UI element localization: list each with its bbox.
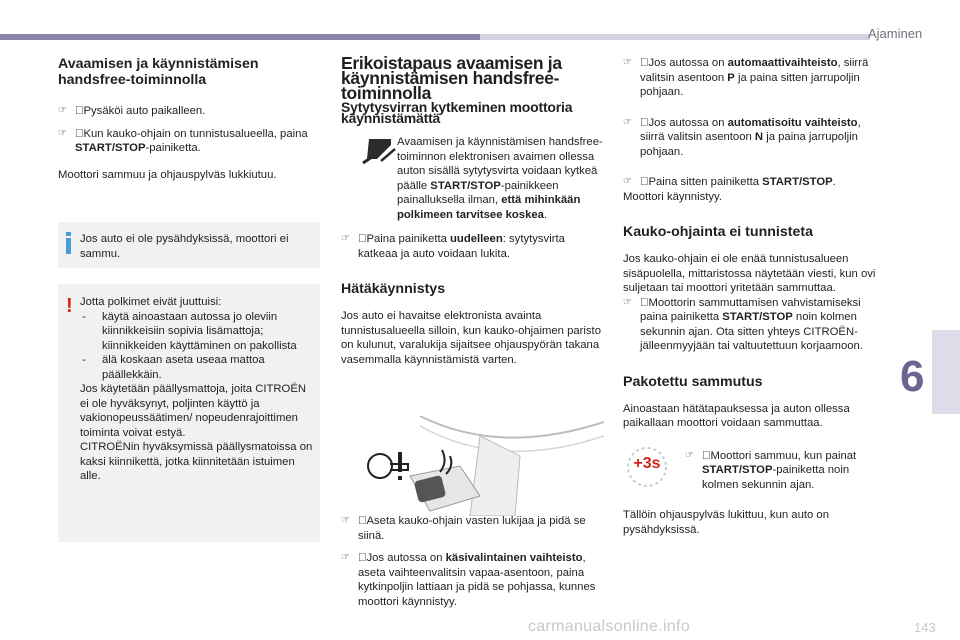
section-heading-emergency: Hätäkäynnistys xyxy=(341,281,446,297)
page-number: 143 xyxy=(914,620,936,635)
bullet-arrow-icon: ☞ xyxy=(685,449,694,461)
bullet-arrow-icon: ☞ xyxy=(623,176,632,187)
chapter-number: 6 xyxy=(900,352,925,401)
bullet-arrow-icon: ☞ xyxy=(58,127,67,139)
bullet-press-start: ☞ Kun kauko-ohjain on tunnistusalueella, paina START/STOP-painiketta. xyxy=(58,127,308,154)
warning-box xyxy=(58,284,320,542)
bullet-automated-gearbox: ☞ Jos autossa on automatisoitu vaihteisto, siirrä valitsin asentoon N ja paina jarrupoljin pohjaan. xyxy=(623,116,861,158)
warning-icon: ! xyxy=(66,295,73,317)
ignition-block: Avaamisen ja käynnistämisen handsfree-toiminnon elektronisen avaimen ollessa auton sisällä sytytysvirta voidaan kytkeä päälle START/STOP-painikkeen painalluksella ilman, että mihinkään polkimeen tarvitsee koskea. xyxy=(341,135,605,222)
paragraph-forced-stop: Ainoastaan hätätapauksessa ja auton ollessa paikallaan moottori voidaan sammuttaa. xyxy=(623,402,850,429)
bullet-arrow-icon: ☞ xyxy=(623,296,632,308)
bullet-arrow-icon: ☞ xyxy=(623,57,632,68)
paragraph-remote-not-detected: Jos kauko-ohjain ei ole enää tunnistusalueen sisäpuolella, mittaristossa näytetään viesti, kun ovi suljetaan tai moottori yritetään sammuttaa. xyxy=(623,253,876,294)
bullet-press-again: ☞ Paina painiketta uudelleen: sytytysvirta katkeaa ja auto voidaan lukita. xyxy=(341,233,565,260)
bullet-park: ☞ Pysäköi auto paikalleen. xyxy=(58,105,206,117)
section-heading-remote-not-detected: Kauko-ohjainta ei tunnisteta xyxy=(623,224,813,240)
foot-off-pedal-icon xyxy=(361,135,397,167)
paragraph-engine-stops: Moottori sammuu ja ohjauspylväs lukkiutuu. xyxy=(58,168,277,181)
bullet-confirm-stop: ☞ Moottorin sammuttamisen vahvistamiseksi paina painiketta START/STOP noin kolmen sekunnin ajan. Ota sitten yhteys CITROËN-jälleenmyyjään tai valtuutettuun korjaamoon. xyxy=(623,296,863,352)
paragraph-steering-locks: Tällöin ohjauspylväs lukittuu, kun auto on pysähdyksissä. xyxy=(623,509,829,536)
chapter-title: Ajaminen xyxy=(868,26,923,41)
bullet-automatic-gearbox: ☞ Jos autossa on automaattivaihteisto, siirrä valitsin asentoon P ja paina sitten jarrupoljin pohjaan. xyxy=(623,57,869,98)
column-1 xyxy=(58,56,320,182)
three-seconds-icon: +3s xyxy=(625,445,669,489)
bullet-arrow-icon: ☞ xyxy=(341,552,350,563)
bullet-hold-remote: ☞ Aseta kauko-ohjain vasten lukijaa ja pidä se siinä. xyxy=(341,515,586,542)
bullet-arrow-icon: ☞ xyxy=(623,116,632,128)
warning-text: Jotta polkimet eivät juuttuisi: - käytä ainoastaan autossa jo oleviin kiinnikkeisiin sopivia lisämattoja; kiinnikkeiden käyttäminen on pakollista - älä koskaan aseta useaa mattoa päällekkäin. Jos käytetään päällysmattoja, joita CITROËN ei ole hyväksynyt, poljinten käyttö ja vakionopeussäätimen/ nopeudenrajoittimen toiminta voivat estyä. CITROËNin hyväksymissä päällysmatoissa on kaksi kiinnikettä, jotka kiinnitetään istuimen alle. xyxy=(80,296,313,482)
column-2 xyxy=(341,53,605,367)
paragraph-engine-starts: Moottori käynnistyy. xyxy=(623,190,722,203)
bullet-arrow-icon: ☞ xyxy=(341,233,350,244)
watermark: carmanualsonline.info xyxy=(528,618,690,635)
column-2-lower xyxy=(341,514,605,609)
info-text: Jos auto ei ole pysähdyksissä, moottori ei sammu. xyxy=(80,233,289,260)
bullet-manual-gearbox: ☞ Jos autossa on käsivalintainen vaihteisto, aseta vaihteenvalitsin vapaa-asentoon, paina kytkinpoljin lattiaan ja pidä se pohjassa, kunnes moottori käynnistyy. xyxy=(341,552,596,608)
steering-column-illustration xyxy=(350,416,604,516)
chapter-tab xyxy=(932,330,960,414)
header-bar-right xyxy=(480,34,870,40)
header-bar-left xyxy=(0,34,480,40)
bullet-press-start-stop: ☞ Paina sitten painiketta START/STOP. xyxy=(623,176,836,188)
section-heading-special-case: Erikoistapaus avaamisen ja käynnistämisen handsfree-toiminnolla xyxy=(341,53,562,103)
section-heading-handsfree: Avaamisen ja käynnistämisen handsfree-toiminnolla xyxy=(58,56,259,88)
paragraph-emergency: Jos auto ei havaitse elektronista avainta tunnistusalueella silloin, kun kauko-ohjaimen paristo on kulunut, varalukija sijaitsee ohjauspyörän takana vasemmalla käynnistämistä varten. xyxy=(341,310,601,366)
info-icon xyxy=(66,232,71,254)
column-3 xyxy=(623,56,885,537)
info-box xyxy=(58,222,320,268)
subheading-ignition: Sytytysvirran kytkeminen moottoria käynnistämättä xyxy=(341,99,573,126)
bullet-arrow-icon: ☞ xyxy=(341,515,350,526)
forced-stop-block xyxy=(623,449,885,493)
bullet-forced-stop: ☞ Moottori sammuu, kun painat START/STOP-painiketta noin kolmen sekunnin ajan. xyxy=(685,449,857,491)
section-heading-forced-stop: Pakotettu sammutus xyxy=(623,373,763,390)
bullet-arrow-icon: ☞ xyxy=(58,105,67,116)
